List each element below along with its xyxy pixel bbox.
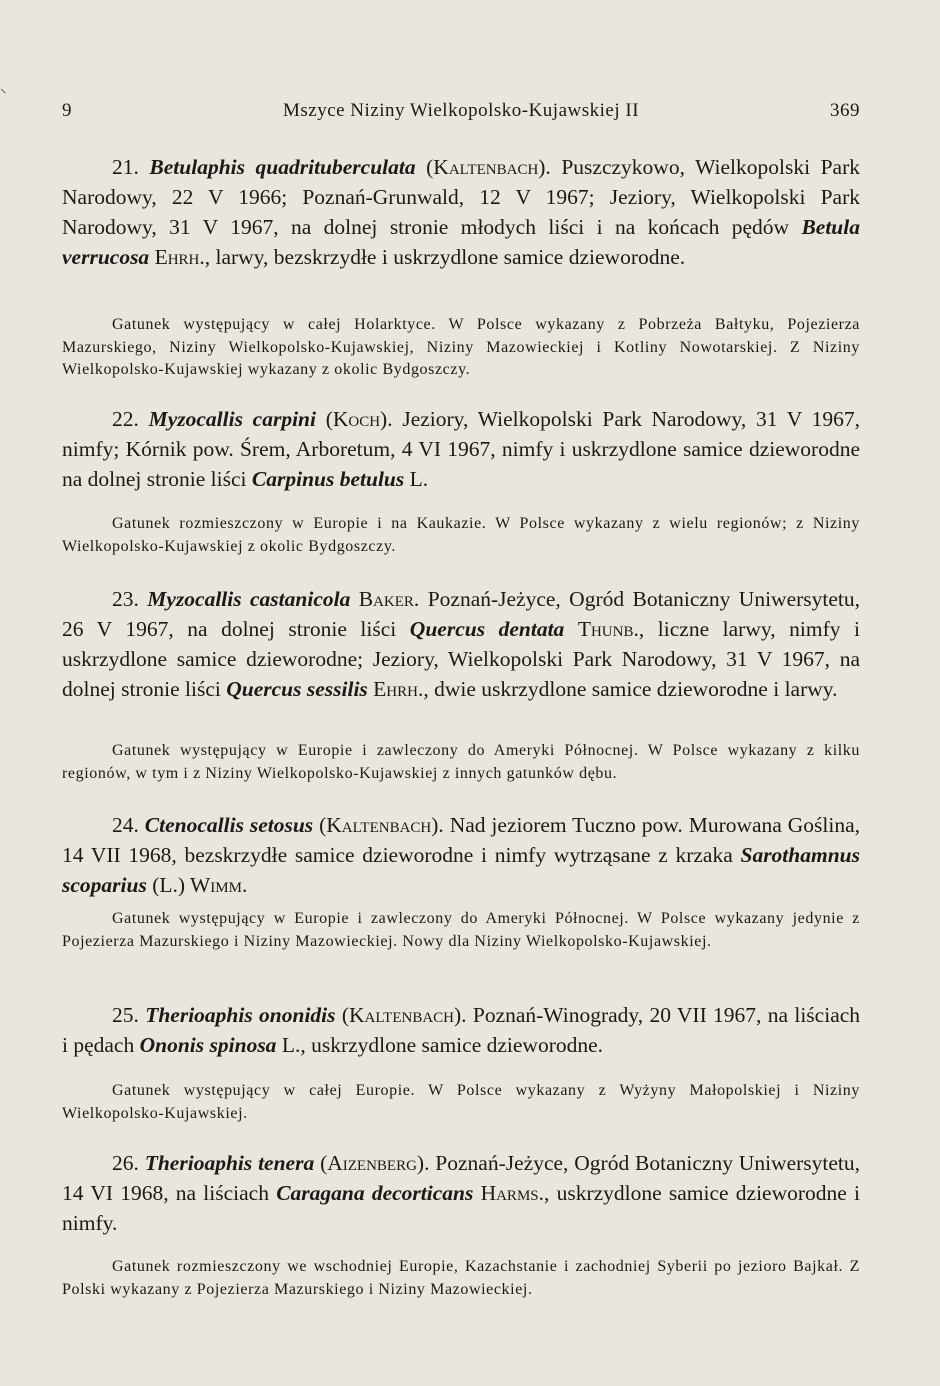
entry-text-cont: uskrzydlone samice dzieworodne. bbox=[311, 1033, 604, 1057]
species-name: Myzocallis carpini bbox=[148, 407, 316, 431]
entry-26-note: Gatunek rozmieszczony we wschodniej Europie, Kazachstanie i zachodniej Syberii po jezioro Bajkał. Z Polski wykazany z Pojezierza Mazurskiego i Niziny Mazowieckiej. bbox=[62, 1258, 860, 1298]
entry-text-cont: uskrzydlone samice dzieworodne i nimfy. bbox=[62, 1181, 861, 1235]
host-author-2: Ehrh., bbox=[373, 677, 429, 701]
running-title: Mszyce Niziny Wielkopolsko-Kujawskiej II bbox=[282, 100, 640, 121]
entry-text: Nad jeziorem Tuczno pow. Murowana Goślina, 14 VII 1968, bezskrzydłe samice dzieworodne i nimfy wytrząsane z krzaka bbox=[62, 813, 861, 867]
species-author: (Kaltenbach). bbox=[341, 1003, 467, 1027]
entry-23 bbox=[62, 584, 860, 704]
entry-24-note: Gatunek występujący w Europie i zawleczony do Ameryki Północnej. W Polsce wykazany jedynie z Pojezierza Mazurskiego i Niziny Mazowieckiej. Nowy dla Niziny Wielkopolsko-Kujawskiej. bbox=[62, 910, 860, 950]
species-name: Betulaphis quadrituberculata bbox=[149, 155, 416, 179]
host-plant: Caragana decorticans bbox=[276, 1181, 474, 1205]
header-left-number: 9 bbox=[62, 100, 72, 121]
host-plant: Carpinus betulus bbox=[251, 467, 405, 491]
entry-text: Poznań-Jeżyce, Ogród Botaniczny Uniwersytetu, 14 VI 1968, na liściach bbox=[62, 1151, 860, 1205]
page-number: 369 bbox=[830, 100, 860, 121]
running-header bbox=[62, 100, 860, 130]
entry-text: Jeziory, Wielkopolski Park Narodowy, 31 V 1967, nimfy; Kórnik pow. Śrem, Arboretum, 4 VI 1967, nimfy i uskrzydlone samice dzieworodne na dolnej stronie liści bbox=[62, 407, 861, 491]
host-author: Harms., bbox=[480, 1181, 550, 1205]
entry-21 bbox=[62, 152, 860, 272]
entry-number: 25. bbox=[112, 1003, 139, 1027]
entry-21-note: Gatunek występujący w całej Holarktyce. W Polsce wykazany z Pobrzeża Bałtyku, Pojezierza Mazurskiego, Niziny Wielkopolsko-Kujawskiej, Niziny Mazowieckiej i Kotliny Nowotarskiej. Z Niziny Wielkopolsko-Kujawskiej wykazany z okolic Bydgoszczy. bbox=[62, 316, 860, 378]
host-author: L. bbox=[409, 467, 429, 491]
host-author: (L.) Wimm. bbox=[152, 873, 248, 897]
entry-number: 21. bbox=[112, 155, 139, 179]
entry-text: Poznań-Winogrady, 20 VII 1967, na liściach i pędach bbox=[62, 1003, 861, 1057]
entry-24 bbox=[62, 810, 860, 900]
species-author: (Kaltenbach). bbox=[426, 155, 551, 179]
host-author: Thunb., bbox=[577, 617, 645, 641]
species-author: (Aizenberg). bbox=[320, 1151, 430, 1175]
species-name: Therioaphis tenera bbox=[144, 1151, 315, 1175]
host-plant: Sarothamnus scoparius bbox=[62, 843, 860, 897]
scan-mark bbox=[1, 84, 10, 93]
entry-text: Poznań-Jeżyce, Ogród Botaniczny Uniwersytetu, 26 V 1967, na dolnej stronie liści bbox=[62, 587, 861, 641]
species-author: (Kaltenbach). bbox=[319, 813, 444, 837]
entry-22-note: Gatunek rozmieszczony w Europie i na Kaukazie. W Polsce wykazany z wielu regionów; z Niziny Wielkopolsko-Kujawskiej z okolic Bydgoszczy. bbox=[62, 515, 860, 555]
entry-number: 26. bbox=[112, 1151, 139, 1175]
entry-25 bbox=[62, 1000, 860, 1060]
host-plant: Ononis spinosa bbox=[139, 1033, 277, 1057]
entry-26 bbox=[62, 1148, 860, 1238]
species-author: (Koch). bbox=[325, 407, 393, 431]
species-author: Baker. bbox=[358, 587, 420, 611]
host-author: L., bbox=[281, 1033, 306, 1057]
species-name: Myzocallis castanicola bbox=[147, 587, 351, 611]
entry-text-cont: larwy, bezskrzydłe i uskrzydlone samice dzieworodne. bbox=[215, 245, 686, 269]
entry-text-cont: liczne larwy, nimfy i uskrzydlone samice dzieworodne; Jeziory, Wielkopolski Park Narodowy, 31 V 1967, na dolnej stronie liści bbox=[62, 617, 860, 701]
host-plant: Quercus dentata bbox=[409, 617, 565, 641]
host-plant: Betula verrucosa bbox=[62, 215, 860, 269]
entry-number: 24. bbox=[112, 813, 139, 837]
species-name: Therioaphis ononidis bbox=[145, 1003, 336, 1027]
entry-25-note: Gatunek występujący w całej Europie. W Polsce wykazany z Wyżyny Małopolskiej i Niziny Wielkopolsko-Kujawskiej. bbox=[62, 1082, 860, 1122]
entry-text-end: dwie uskrzydlone samice dzieworodne i larwy. bbox=[434, 677, 838, 701]
host-author: Ehrh., bbox=[154, 245, 211, 269]
entry-text: Puszczykowo, Wielkopolski Park Narodowy, 22 V 1966; Poznań-Grunwald, 12 V 1967; Jeziory, Wielkopolski Park Narodowy, 31 V 1967, na dolnej stronie młodych liści i na końcach pędów bbox=[62, 155, 861, 239]
entry-number: 22. bbox=[112, 407, 139, 431]
host-plant-2: Quercus sessilis bbox=[226, 677, 368, 701]
entry-23-note: Gatunek występujący w Europie i zawleczony do Ameryki Północnej. W Polsce wykazany z kilku regionów, w tym i z Niziny Wielkopolsko-Kujawskiej z innych gatunków dębu. bbox=[62, 742, 860, 782]
entry-22 bbox=[62, 404, 860, 494]
species-name: Ctenocallis setosus bbox=[144, 813, 314, 837]
entry-number: 23. bbox=[112, 587, 139, 611]
